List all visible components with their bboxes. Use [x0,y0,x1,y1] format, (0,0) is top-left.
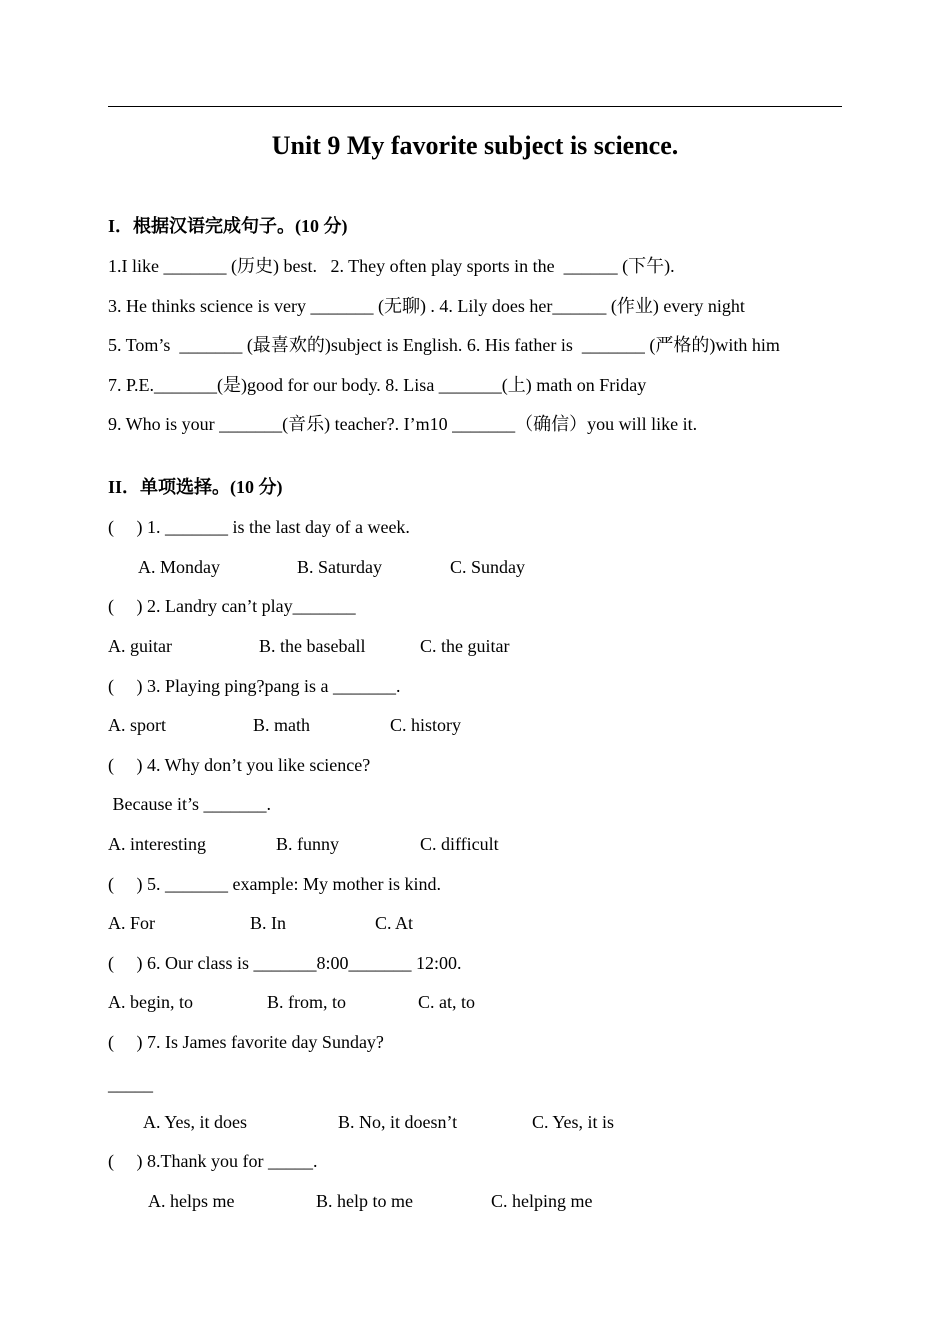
section-1-heading: I．根据汉语完成句子。(10 分) [108,216,348,236]
question-8-option-c: C. helping me [491,1191,593,1211]
section-1-line-5: 9. Who is your _______(音乐) teacher?. I’m10 _______（确信）you will like it. [108,414,698,434]
question-8-option-b: B. help to me [316,1191,413,1211]
question-1-option-b: B. Saturday [297,557,382,577]
question-3-option-c: C. history [390,715,462,735]
question-4-option-a: A. interesting [108,834,206,854]
question-2-option-c: C. the guitar [420,636,510,656]
question-2-option-b: B. the baseball [259,636,366,656]
question-1-stem: ( ) 1. _______ is the last day of a week. [108,517,410,537]
question-7-option-c: C. Yes, it is [532,1112,615,1132]
question-5-option-c: C. At [375,913,414,933]
question-4-option-b: B. funny [276,834,339,854]
question-4-stem: ( ) 4. Why don’t you like science? [108,755,371,775]
question-7-option-b: B. No, it doesn’t [338,1112,458,1132]
question-5-stem: ( ) 5. _______ example: My mother is kind. [108,874,441,894]
question-7-answer-blank: _____ [108,1074,153,1094]
section-1-line-1: 1.I like _______ (历史) best. 2. They often play sports in the ______ (下午). [108,256,675,276]
question-7-stem: ( ) 7. Is James favorite day Sunday? [108,1032,384,1052]
section-2-heading: II．单项选择。(10 分) [108,477,283,497]
question-2-stem: ( ) 2. Landry can’t play_______ [108,596,356,616]
section-1-line-3: 5. Tom’s _______ (最喜欢的)subject is English. 6. His father is _______ (严格的)with him [108,335,780,355]
question-2-option-a: A. guitar [108,636,172,656]
question-8-option-a: A. helps me [148,1191,235,1211]
section-1-line-2: 3. He thinks science is very _______ (无聊) . 4. Lily does her______ (作业) every night [108,296,745,316]
question-7-option-a: A. Yes, it does [143,1112,248,1132]
question-5-option-a: A. For [108,913,156,933]
question-1-option-a: A. Monday [138,557,220,577]
header-rule [108,106,842,107]
question-4-option-c: C. difficult [420,834,499,854]
question-6-option-a: A. begin, to [108,992,193,1012]
question-6-option-b: B. from, to [267,992,346,1012]
page-title: Unit 9 My favorite subject is science. [271,131,679,160]
question-6-stem: ( ) 6. Our class is _______8:00_______ 12:00. [108,953,462,973]
question-3-stem: ( ) 3. Playing ping?pang is a _______. [108,676,401,696]
question-6-option-c: C. at, to [418,992,475,1012]
question-3-option-b: B. math [253,715,310,735]
question-4-continuation: Because it’s _______. [108,794,271,814]
question-1-option-c: C. Sunday [450,557,526,577]
question-8-stem: ( ) 8.Thank you for _____. [108,1151,318,1171]
question-5-option-b: B. In [250,913,286,933]
question-3-option-a: A. sport [108,715,166,735]
section-1-line-4: 7. P.E._______(是)good for our body. 8. Lisa _______(上) math on Friday [108,375,647,395]
